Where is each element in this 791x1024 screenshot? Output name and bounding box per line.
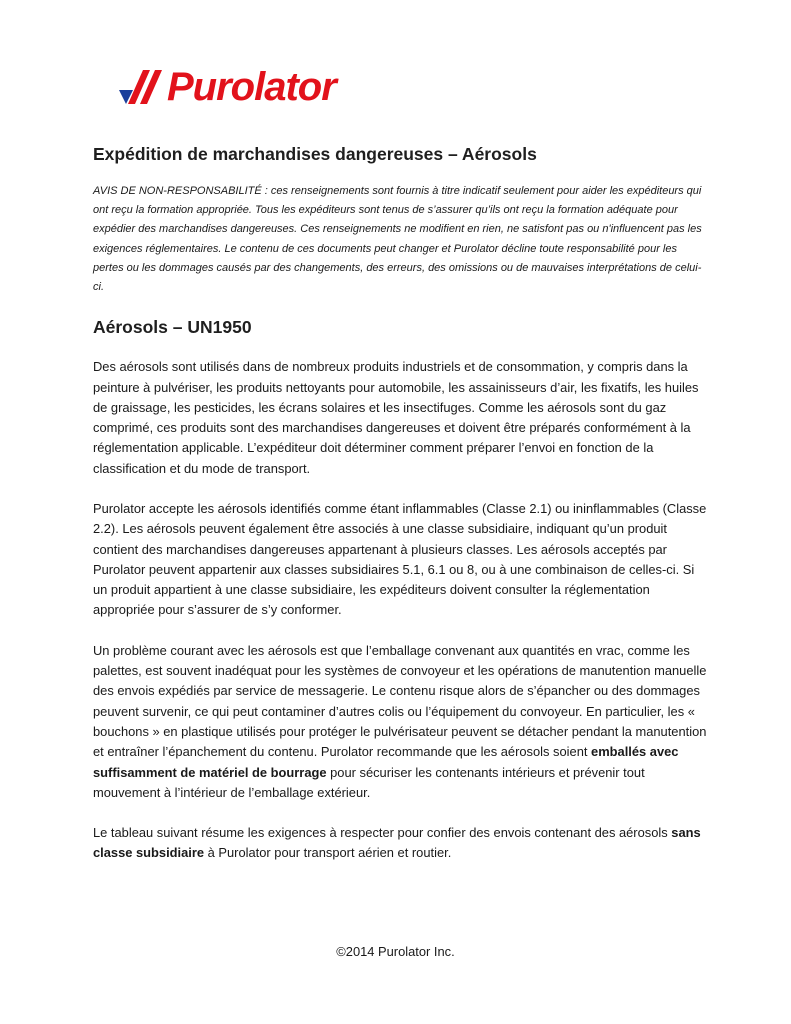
paragraph-packaging <box>93 641 707 803</box>
paragraph-table-intro <box>93 823 707 864</box>
paragraph-table-intro-text: Le tableau suivant résume les exigences à respecter pour confier des envois contenant des aérosols <box>93 825 672 841</box>
paragraph-classes: Purolator accepte les aérosols identifiés comme étant inflammables (Classe 2.1) ou ininflammables (Classe 2.2). Les aérosols peuvent également être associés à une classe subsidiaire, indiquant qu’un produit contient des marchandises dangereuses appartenant à plusieurs classes. Les aérosols acceptés par Purolator peuvent appartenir aux classes subsidiaires 5.1, 6.1 ou 8, ou à une combinaison de celles-ci. Si un produit appartient à une classe subsidiaire, les expéditeurs doivent consulter la réglementation appropriée pour s’assurer de s’y conformer. <box>93 501 707 618</box>
paragraph-packaging-text-end: pour sécuriser les contenants intérieurs et prévenir tout mouvement à l’intérieur de l’emballage extérieur. <box>93 764 645 800</box>
page-title: Expédition de marchandises dangereuses – Aérosols <box>93 144 537 164</box>
section-heading: Aérosols – UN1950 <box>93 317 252 338</box>
paragraph-packaging-emphasis: emballés avec suffisamment de matériel de bourrage <box>93 744 679 780</box>
paragraph-table-intro-emphasis: sans classe subsidiaire <box>93 825 701 861</box>
paragraph-packaging-text: Un problème courant avec les aérosols est que l’emballage convenant aux quantités en vrac, comme les palettes, est souvent inadéquat pour les systèmes de convoyeur et les opérations de manutention manuelle des envois expédiés par service de messagerie. Le contenu risque alors de s’épancher ou des dommages peuvent survenir, ce qui peut contaminer d’autres colis ou l’équipement du convoyeur. En particulier, les « bouchons » en plastique utilisés pour protéger le pulvérisateur peuvent se détacher pendant la manutention et entraîner l’épanchement du contenu. Purolator recommande que les aérosols soient <box>93 642 707 760</box>
document-body <box>93 142 707 864</box>
purolator-slash-icon <box>117 64 173 110</box>
disclaimer-text: AVIS DE NON-RESPONSABILITÉ : ces renseignements sont fournis à titre indicatif seulement pour aider les expéditeurs qui ont reçu la formation appropriée. Tous les expéditeurs sont tenus de s’assurer qu’ils ont reçu la formation adéquate pour expédier des marchandises dangereuses. Ces renseignements ne modifient en rien, ne satisfont pas ou n'influencent pas les exigences réglementaires. Le contenu de ces documents peut changer et Purolator décline toute responsabilité pour les pertes ou les dommages causés par des changements, des erreurs, des omissions ou de mauvaises interprétations de celui-ci. <box>93 185 702 294</box>
paragraph-table-intro-text-end: à Purolator pour transport aérien et routier. <box>204 845 452 861</box>
logo-wordmark: Purolator <box>167 65 336 109</box>
purolator-logo <box>117 64 336 110</box>
page-footer: ©2014 Purolator Inc. <box>336 944 455 959</box>
paragraph-intro: Des aérosols sont utilisés dans de nombreux produits industriels et de consommation, y compris dans la peinture à pulvériser, les produits nettoyants pour automobile, les assainisseurs d’air, les fixatifs, les huiles de graissage, les pesticides, les écrans solaires et les insectifuges. Comme les aérosols sont du gaz comprimé, ces produits sont des marchandises dangereuses et doivent être préparés conformément à la réglementation applicable. L’expéditeur doit déterminer comment préparer l’envoi en fonction de la classification et du mode de transport. <box>93 359 699 476</box>
